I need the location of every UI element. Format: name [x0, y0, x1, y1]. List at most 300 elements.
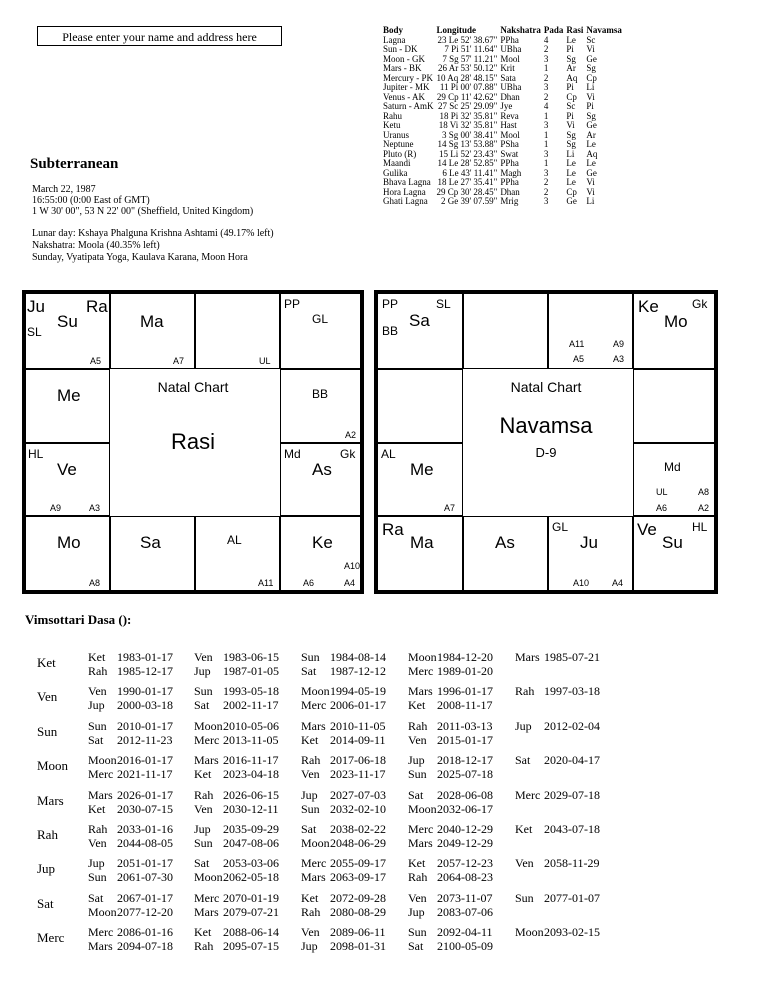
dasa-sub-date: 1985-12-17	[117, 664, 173, 678]
dasa-sub-date: 2040-12-29	[437, 822, 493, 836]
bodies-header-cell: Longitude	[436, 25, 477, 35]
navamsa-house-7	[633, 516, 715, 591]
dasa-sub-period	[408, 767, 493, 781]
rasi-house-4	[280, 293, 361, 369]
dasa-sub-date: 2062-05-18	[223, 870, 279, 885]
dasa-sub-period	[408, 650, 493, 664]
navamsa-ascendant: As	[495, 533, 515, 552]
dasa-sub-planet: Sat	[408, 787, 424, 802]
dasa-sub-period	[301, 753, 386, 767]
rasi-planet: Sa	[140, 533, 161, 552]
dasa-sub-date: 2092-04-11	[437, 925, 493, 940]
rasi-planet: Ra	[86, 297, 108, 316]
rasi-arudha: A11	[258, 578, 274, 588]
dasa-sub-period	[194, 905, 279, 919]
navamsa-arudha: A11	[569, 339, 585, 349]
dasa-sub-date: 2043-07-18	[544, 822, 600, 836]
dasa-sub-period	[88, 684, 173, 698]
dasa-sub-period	[194, 753, 279, 767]
page-title: Subterranean	[30, 156, 119, 172]
dasa-sub-date: 1996-01-17	[437, 684, 493, 699]
dasa-sub-period	[408, 856, 493, 870]
table-cell: Uranus	[383, 129, 409, 140]
dasa-sub-planet: Moon	[194, 870, 223, 885]
dasa-sub-date: 2028-06-08	[437, 787, 493, 802]
table-cell: PSha	[500, 139, 519, 149]
dasa-sub-planet: Jup	[88, 698, 105, 713]
table-cell: 10 Aq 28' 48.15"	[436, 72, 498, 83]
rasi-arudha: A6	[303, 578, 315, 588]
table-cell: Ar	[566, 63, 576, 73]
table-cell: Li	[566, 148, 575, 159]
dasa-sub-planet: Jup	[408, 904, 425, 919]
dasa-sub-period	[515, 788, 600, 802]
table-cell: 3 Sg 00' 38.41"	[442, 129, 498, 140]
dasa-sub-planet: Ket	[88, 801, 106, 816]
dasa-sub-date: 2023-04-18	[223, 767, 279, 782]
rasi-center-title: Natal Chart	[157, 379, 229, 395]
dasa-sub-date: 2051-01-17	[117, 856, 173, 871]
table-cell: Neptune	[383, 139, 414, 149]
dasa-main-period: Sun	[37, 723, 58, 739]
dasa-sub-period	[301, 925, 386, 939]
rasi-point: BB	[312, 387, 329, 401]
table-cell: Ge	[586, 167, 597, 178]
rasi-center-name: Rasi	[170, 429, 215, 454]
dasa-sub-planet: Merc	[88, 767, 114, 782]
rasi-arudha: A8	[89, 578, 101, 588]
table-cell: 7 Sg 57' 11.21"	[442, 53, 498, 64]
dasa-sub-date: 2048-06-29	[330, 836, 386, 850]
table-cell: 15 Li 52' 23.43"	[439, 148, 498, 159]
navamsa-house-1	[377, 293, 463, 369]
dasa-sub-period	[88, 891, 173, 905]
dasa-sub-date: 2026-06-15	[223, 787, 279, 802]
dasa-sub-date: 1994-05-19	[330, 684, 386, 699]
dasa-sub-date: 2079-07-21	[223, 904, 279, 919]
table-cell: Mool	[500, 53, 520, 64]
table-cell: PPha	[500, 177, 519, 187]
table-cell: Cp	[566, 186, 577, 197]
dasa-sub-date: 2015-01-17	[437, 732, 493, 747]
dasa-sub-planet: Mars	[301, 870, 326, 885]
table-cell: 2	[543, 186, 549, 197]
dasa-sub-period	[408, 802, 493, 816]
dasa-sub-period	[194, 925, 279, 939]
dasa-sub-planet: Sun	[88, 718, 107, 733]
dasa-sub-period	[515, 719, 600, 733]
navamsa-arudha: A9	[613, 339, 625, 349]
dasa-sub-planet: Merc	[194, 732, 220, 747]
navamsa-point: PP	[382, 297, 399, 311]
table-cell: Vi	[586, 91, 595, 102]
dasa-sub-period	[194, 822, 279, 836]
dasa-sub-planet: Sun	[194, 684, 213, 699]
table-cell: Mool	[500, 129, 520, 140]
table-cell: Ar	[586, 129, 596, 140]
yoga-info: Sunday, Vyatipata Yoga, Kaulava Karana, Moon Hora	[32, 252, 248, 263]
dasa-sub-date: 1987-01-05	[223, 664, 279, 678]
dasa-sub-date: 2012-11-23	[117, 732, 173, 747]
table-cell: 3	[543, 196, 549, 206]
dasa-sub-period	[301, 822, 386, 836]
table-cell: Jupiter - MK	[383, 82, 430, 92]
bodies-header-cell: Nakshatra	[500, 25, 541, 35]
rasi-planet: Ju	[27, 297, 45, 316]
dasa-sub-date: 2006-01-17	[330, 698, 386, 713]
rasi-arudha: A3	[89, 503, 101, 513]
dasa-sub-period	[194, 719, 279, 733]
dasa-sub-planet: Sat	[301, 664, 317, 678]
dasa-sub-date: 2014-09-11	[330, 732, 386, 747]
rasi-arudha: A2	[345, 430, 357, 440]
dasa-sub-date: 2033-01-16	[117, 822, 173, 836]
dasa-sub-period	[408, 891, 493, 905]
dasa-sub-period	[301, 870, 386, 884]
table-cell: 3	[543, 167, 549, 178]
dasa-sub-date: 2027-07-03	[330, 787, 386, 802]
navamsa-planet: Ra	[382, 520, 404, 539]
navamsa-chart	[374, 290, 718, 594]
dasa-sub-period	[301, 905, 386, 919]
dasa-sub-planet: Sun	[301, 801, 320, 816]
table-cell: Swat	[500, 148, 519, 159]
table-cell: Cp	[566, 91, 577, 102]
navamsa-planet: Ju	[580, 533, 598, 552]
dasa-sub-period	[301, 719, 386, 733]
dasa-sub-date: 2057-12-23	[437, 856, 493, 871]
dasa-sub-date: 2000-03-18	[117, 698, 173, 713]
dasa-sub-period	[301, 836, 386, 850]
navamsa-arudha: UL	[656, 487, 668, 497]
dasa-sub-planet: Rah	[194, 939, 214, 954]
dasa-main-period: Ket	[37, 655, 56, 670]
dasa-sub-period	[408, 698, 493, 712]
dasa-sub-planet: Ven	[88, 836, 107, 850]
table-cell: Dhan	[500, 91, 520, 102]
rasi-point: SL	[27, 325, 42, 339]
dasa-sub-planet: Merc	[408, 664, 434, 678]
table-cell: Sun - DK	[383, 44, 418, 54]
navamsa-house-9	[463, 516, 548, 591]
rasi-house-10	[25, 516, 110, 591]
dasa-sub-period	[301, 788, 386, 802]
rasi-arudha: A4	[344, 578, 356, 588]
dasa-sub-date: 2035-09-29	[223, 822, 279, 836]
dasa-sub-planet: Merc	[88, 925, 114, 940]
dasa-sub-period	[88, 733, 173, 747]
dasa-sub-planet: Merc	[301, 698, 327, 713]
dasa-sub-date: 2077-01-07	[544, 890, 600, 905]
table-cell: Pi	[566, 44, 574, 54]
dasa-sub-planet: Ket	[301, 890, 319, 905]
table-cell: Ge	[566, 196, 577, 206]
dasa-sub-period	[408, 939, 493, 953]
table-cell: 1	[543, 139, 549, 149]
dasa-sub-planet: Jup	[301, 787, 318, 802]
table-cell: Vi	[586, 177, 595, 187]
table-cell: Sc	[566, 101, 576, 111]
dasa-sub-period	[301, 650, 386, 664]
rasi-chart	[22, 290, 364, 594]
table-cell: Li	[586, 82, 595, 92]
dasa-sub-period	[88, 939, 173, 953]
dasa-sub-period	[194, 870, 279, 884]
table-cell: 1	[543, 110, 549, 121]
dasa-sub-planet: Mars	[194, 753, 219, 768]
dasa-sub-period	[88, 905, 173, 919]
table-cell: PPha	[500, 158, 519, 168]
dasa-sub-period	[408, 719, 493, 733]
table-cell: 4	[543, 34, 549, 45]
dasa-sub-date: 2011-03-13	[437, 718, 493, 733]
dasa-sub-date: 2018-12-17	[437, 753, 493, 768]
dasa-sub-planet: Sun	[301, 650, 320, 664]
table-cell: Gulika	[383, 167, 408, 178]
dasa-sub-period	[88, 664, 173, 678]
dasa-sub-date: 1984-12-20	[437, 650, 493, 664]
table-cell: Bhava Lagna	[383, 177, 431, 187]
table-cell: PPha	[500, 34, 519, 45]
table-cell: 18 Pi 32' 35.81"	[439, 110, 498, 121]
table-cell: Sg	[586, 63, 596, 73]
navamsa-point: GL	[552, 520, 569, 534]
dasa-sub-planet: Ket	[515, 822, 533, 836]
dasa-sub-date: 2032-06-17	[437, 801, 493, 816]
table-cell: Vi	[566, 120, 575, 130]
table-cell: 26 Ar 53' 50.12"	[438, 63, 498, 73]
dasa-sub-date: 2063-09-17	[330, 870, 386, 885]
dasa-sub-period	[88, 767, 173, 781]
table-cell: Mercury - PK	[383, 72, 433, 83]
rasi-ascendant: As	[312, 460, 332, 479]
dasa-sub-planet: Jup	[194, 664, 211, 678]
rasi-house-1	[25, 293, 110, 369]
dasa-sub-date: 2073-11-07	[437, 890, 493, 905]
navamsa-planet: Mo	[664, 312, 688, 331]
dasa-sub-period	[194, 836, 279, 850]
navamsa-arudha: A6	[656, 503, 668, 513]
dasa-sub-date: 2029-07-18	[544, 787, 600, 802]
dasa-sub-planet: Moon	[408, 650, 437, 664]
navamsa-planet: Ke	[638, 297, 659, 316]
dasa-sub-period	[408, 684, 493, 698]
dasa-sub-date: 2021-11-17	[117, 767, 173, 782]
table-cell: Le	[586, 158, 596, 168]
dasa-sub-period	[88, 822, 173, 836]
dasa-sub-planet: Sat	[301, 822, 317, 836]
dasa-sub-planet: Mars	[301, 718, 326, 733]
dasa-sub-date: 2016-11-17	[223, 753, 279, 768]
navamsa-planet: Su	[662, 533, 683, 552]
rasi-house-7	[280, 516, 361, 591]
dasa-sub-planet: Sat	[194, 856, 210, 871]
dasa-sub-date: 2025-07-18	[437, 767, 493, 782]
table-cell: Sc	[586, 34, 596, 45]
birth-place: 1 W 30' 00", 53 N 22' 00" (Sheffield, United Kingdom)	[32, 206, 254, 217]
table-cell: 14 Sg 13' 53.88"	[437, 139, 498, 149]
dasa-sub-planet: Merc	[408, 822, 434, 836]
table-cell: Dhan	[500, 186, 520, 197]
table-cell: 18 Vi 32' 35.81"	[438, 120, 498, 130]
dasa-sub-planet: Mars	[88, 939, 113, 954]
dasa-sub-date: 2047-08-06	[223, 836, 279, 850]
rasi-point: Gk	[340, 447, 356, 461]
dasa-sub-period	[515, 925, 600, 939]
dasa-sub-date: 2072-09-28	[330, 890, 386, 905]
dasa-sub-period	[301, 664, 386, 678]
table-cell: Le	[566, 34, 576, 45]
dasa-sub-date: 2088-06-14	[223, 925, 279, 940]
dasa-sub-period	[408, 753, 493, 767]
dasa-sub-date: 2067-01-17	[117, 890, 173, 905]
navamsa-house-2	[463, 293, 548, 369]
dasa-sub-period	[301, 767, 386, 781]
dasa-sub-date: 2002-11-17	[223, 698, 279, 713]
rasi-arudha: A10	[344, 561, 361, 571]
table-cell: Jye	[500, 101, 513, 111]
bodies-header-cell: Rasi	[566, 25, 584, 35]
table-cell: Vi	[586, 44, 595, 54]
dasa-sub-period	[408, 870, 493, 884]
birth-date: March 22, 1987	[32, 184, 96, 195]
table-cell: 2	[543, 177, 549, 187]
rasi-house-3	[195, 293, 280, 369]
dasa-sub-date: 2086-01-16	[117, 925, 173, 940]
table-cell: 4	[543, 101, 549, 111]
dasa-sub-planet: Jup	[408, 753, 425, 768]
dasa-sub-period	[515, 684, 600, 698]
dasa-sub-period	[301, 939, 386, 953]
dasa-sub-planet: Ven	[301, 767, 320, 782]
dasa-sub-date: 2070-01-19	[223, 890, 279, 905]
dasa-sub-date: 1993-05-18	[223, 684, 279, 699]
rasi-point: AL	[227, 533, 242, 547]
dasa-sub-period	[194, 650, 279, 664]
table-cell: Maandi	[383, 158, 411, 168]
table-cell: Cp	[586, 72, 597, 83]
table-cell: 2	[543, 72, 549, 83]
table-cell: Pi	[566, 110, 574, 121]
dasa-sub-date: 1983-06-15	[223, 650, 279, 664]
dasa-sub-period	[408, 836, 493, 850]
dasa-sub-planet: Ven	[88, 684, 107, 699]
navamsa-point: Gk	[692, 297, 708, 311]
bodies-header-cell: Pada	[543, 25, 564, 35]
dasa-sub-planet: Ket	[194, 767, 212, 782]
dasa-main-period: Rah	[37, 827, 58, 842]
table-cell: 18 Le 27' 35.41"	[437, 177, 498, 187]
dasa-sub-planet: Moon	[515, 925, 544, 940]
dasa-sub-period	[88, 788, 173, 802]
dasa-sub-planet: Rah	[88, 822, 108, 836]
dasa-sub-period	[408, 822, 493, 836]
dasa-sub-planet: Ven	[408, 890, 427, 905]
table-cell: 2 Ge 39' 07.59"	[441, 196, 498, 206]
dasa-sub-planet: Sun	[515, 890, 534, 905]
table-cell: Rahu	[383, 110, 402, 121]
dasa-sub-planet: Moon	[88, 753, 117, 768]
dasa-sub-planet: Merc	[515, 787, 541, 802]
name-address-field[interactable]: Please enter your name and address here	[37, 26, 282, 46]
table-cell: Ketu	[383, 120, 401, 130]
rasi-planet: Su	[57, 312, 78, 331]
rasi-planet: Mo	[57, 533, 81, 552]
table-cell: Mrig	[500, 196, 519, 206]
table-cell: 23 Le 52' 38.67"	[437, 34, 498, 45]
dasa-sub-date: 2026-01-17	[117, 787, 173, 802]
table-cell: Vi	[586, 186, 595, 197]
dasa-sub-planet: Rah	[515, 684, 535, 699]
table-cell: Pi	[566, 82, 574, 92]
table-cell: UBha	[500, 44, 522, 54]
table-cell: 3	[543, 120, 549, 130]
dasa-main-period: Mars	[37, 792, 64, 808]
table-cell: UBha	[500, 82, 522, 92]
table-cell: Magh	[500, 167, 522, 178]
dasa-sub-date: 2077-12-20	[117, 904, 173, 919]
rasi-house-8	[195, 516, 280, 591]
dasa-sub-date: 1987-12-12	[330, 664, 386, 678]
table-cell: Le	[566, 158, 576, 168]
dasa-main-period: Jup	[37, 861, 56, 877]
dasa-sub-period	[408, 733, 493, 747]
dasa-sub-planet: Jup	[194, 822, 211, 836]
dasa-sub-period	[408, 788, 493, 802]
dasa-sub-date: 2080-08-29	[330, 904, 386, 919]
dasa-sub-planet: Mars	[194, 904, 219, 919]
navamsa-house-10	[377, 516, 463, 591]
dasa-sub-planet: Sat	[194, 698, 210, 713]
dasa-sub-planet: Sat	[515, 753, 531, 768]
dasa-sub-planet: Ket	[88, 650, 106, 664]
dasa-sub-date: 2030-12-11	[223, 801, 279, 816]
table-cell: 29 Cp 30' 28.45"	[436, 186, 498, 197]
table-cell: 1	[543, 158, 549, 168]
table-cell: 1	[543, 129, 549, 140]
dasa-sub-period	[194, 788, 279, 802]
dasa-sub-period	[515, 753, 600, 767]
dasa-sub-date: 1990-01-17	[117, 684, 173, 699]
dasa-sub-date: 2098-01-31	[330, 939, 386, 954]
dasa-sub-period	[88, 836, 173, 850]
dasa-sub-planet: Ket	[408, 698, 426, 713]
navamsa-point: AL	[381, 447, 396, 461]
navamsa-planet: Ve	[637, 520, 657, 539]
dasa-sub-date: 2044-08-05	[117, 836, 173, 850]
navamsa-point: SL	[436, 297, 451, 311]
dasa-sub-date: 2010-11-05	[330, 718, 386, 733]
table-cell: Sg	[566, 53, 576, 64]
dasa-sub-date: 2030-07-15	[117, 801, 173, 816]
table-cell: Pluto (R)	[383, 148, 417, 159]
dasa-sub-date: 2055-09-17	[330, 856, 386, 871]
navamsa-arudha: A2	[698, 503, 710, 513]
dasa-sub-planet: Jup	[515, 718, 532, 733]
rasi-arudha: UL	[259, 356, 271, 366]
navamsa-house-8	[548, 516, 633, 591]
table-cell: 14 Le 28' 52.85"	[437, 158, 498, 168]
table-cell: Venus - AK	[383, 91, 425, 102]
table-cell: 11 Pi 00' 07.88"	[439, 82, 498, 92]
rasi-point: PP	[284, 297, 301, 311]
table-cell: Hast	[500, 120, 517, 130]
table-cell: 27 Sc 25' 29.09"	[438, 101, 498, 111]
dasa-sub-date: 2010-05-06	[223, 718, 279, 733]
rasi-arudha: A9	[50, 503, 62, 513]
dasa-sub-period	[88, 856, 173, 870]
dasa-sub-period	[88, 802, 173, 816]
